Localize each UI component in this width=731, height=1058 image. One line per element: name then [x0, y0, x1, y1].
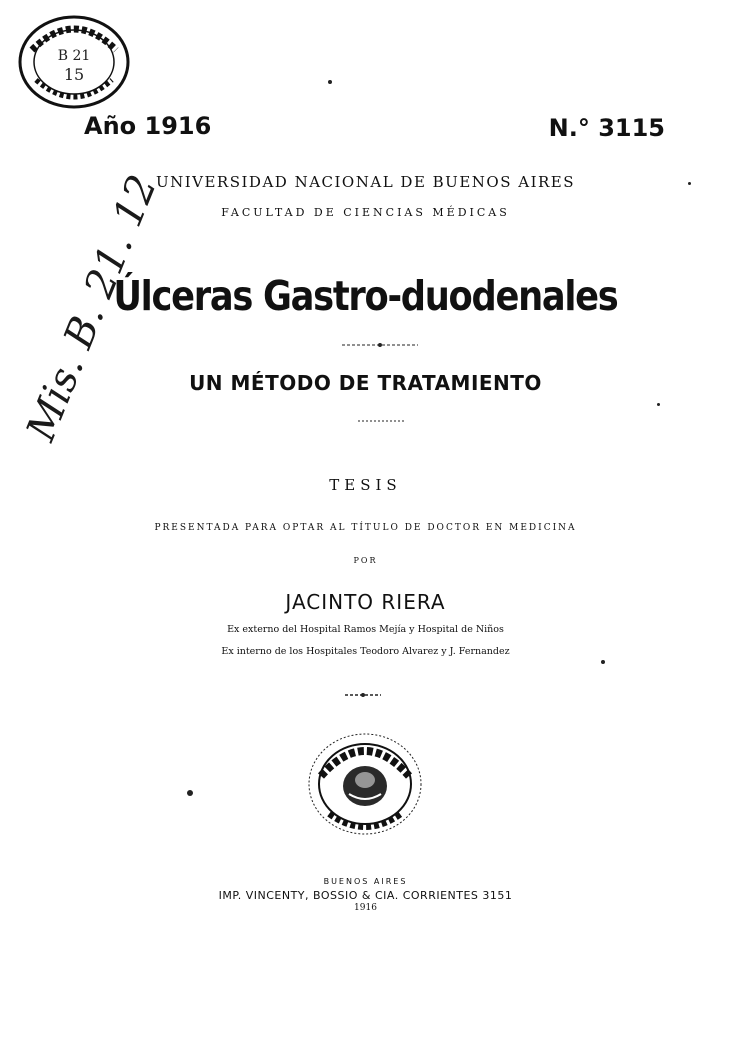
stamp-top-line2: 15	[63, 65, 85, 84]
university-name: UNIVERSIDAD NACIONAL DE BUENOS AIRES	[155, 173, 576, 191]
speck	[187, 790, 193, 796]
year-label: Año 1916	[84, 112, 212, 140]
by-label: POR	[353, 556, 378, 565]
speck	[601, 660, 605, 664]
speck	[688, 182, 691, 185]
presented-for-line: PRESENTADA PARA OPTAR AL TÍTULO DE DOCTOR EN MEDICINA	[154, 523, 577, 533]
publisher-year: 1916	[354, 903, 377, 913]
speck	[657, 403, 660, 406]
author-name: JACINTO RIERA	[285, 590, 446, 614]
divider-ornament	[356, 418, 406, 424]
publisher-city: BUENOS AIRES	[323, 877, 408, 886]
publisher-printer: IMP. VINCENTY, BOSSIO & CIA. CORRIENTES 3151	[218, 889, 513, 902]
library-seal-bottom	[305, 730, 425, 838]
speck	[328, 80, 332, 84]
divider-ornament	[340, 342, 420, 348]
library-stamp-top	[14, 10, 134, 110]
thesis-subtitle: UN MÉTODO DE TRATAMIENTO	[189, 371, 542, 395]
author-credential: Ex interno de los Hospitales Teodoro Alvarez y J. Fernandez	[221, 646, 510, 657]
faculty-name: FACULTAD DE CIENCIAS MÉDICAS	[221, 206, 510, 219]
catalog-number: N.° 3115	[548, 114, 665, 142]
tesis-label: TESIS	[329, 476, 402, 494]
stamp-top-line1: B 21	[57, 48, 91, 64]
author-credential: Ex externo del Hospital Ramos Mejía y Hospital de Niños	[227, 624, 504, 635]
handwritten-note: Mis. B. 21. 12	[18, 168, 167, 448]
divider-ornament	[343, 692, 383, 698]
thesis-title: Úlceras Gastro-duodenales	[113, 272, 618, 320]
